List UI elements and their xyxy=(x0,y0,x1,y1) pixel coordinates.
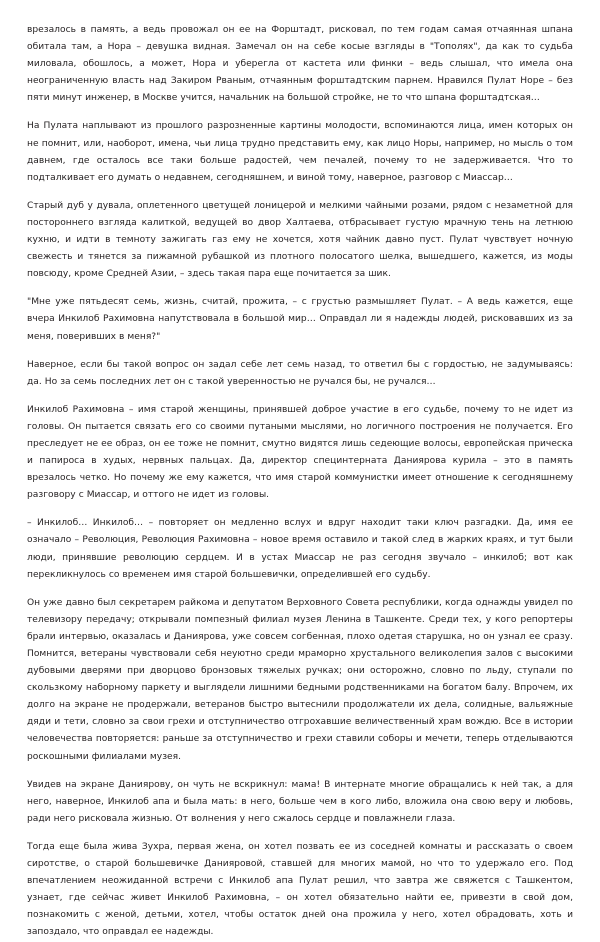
paragraph: "Мне уже пятьдесят семь, жизнь, считай, прожита, – с грустью размышляет Пулат. – А ведь кажется, еще вчера Инкилоб Рахимовна напутствовала в большой мир… Оправдал ли я надежды людей, рисковавших из за меня, поверивших в меня?" xyxy=(27,297,573,342)
paragraph: На Пулата наплывают из прошлого разрозненные картины молодости, вспоминаются лица, имен которых он не помнит, или, наоборот, имена, чьи лица трудно представить ему, как лицо Норы, например, но мысль о том давнем, где осталось все таки больше радостей, чем печалей, почему то не задерживается. Что то подталкивает его думать о недавнем, сегодняшнем, и виной тому, наверное, разговор с Миассар… xyxy=(27,121,573,183)
paragraph: Инкилоб Рахимовна – имя старой женщины, принявшей доброе участие в его судьбе, почему то не идет из головы. Он пытается связать его со своими путаными мыслями, но логичного построения не получается. Его преследует не ее образ, он ее тоже не помнит, смутно видятся лишь седеющие волосы, европейская прическа и папироса в худых, нервных пальцах. Да, директор специнтерната Даниярова курила – это в память врезалось четко. Но почему же ему кажется, что имя старой коммунистки имеет отношение к сегодняшнему разговору с Миассар, и оттого не идет из головы. xyxy=(27,404,573,501)
paragraph: врезалось в память, а ведь провожал он ее на Форштадт, рисковал, по тем годам самая отчаянная шпана обитала там, а Нора – девушка видная. Замечал он на себе косые взгляды в "Тополях", да как то судьба миловала, обошлось, а может, Нора и уберегла от кастета или финки – ведь слышал, что имела она неограниченную власть над Закиром Рваным, отчаянным форштадтским парнем. Нравился Пулат Норе – без пяти минут инженер, в Москве учится, начальник на большой стройке, не то что шпана форштадтская… xyxy=(27,25,573,104)
paragraph: Тогда еще была жива Зухра, первая жена, он хотел позвать ее из соседней комнаты и рассказать о своем сиротстве, о старой большевичке Данияровой, ставшей для многих мамой, но что то удержало его. Под впечатлением неожиданной встречи с Инкилоб апа Пулат решил, что завтра же свяжется с Ташкентом, узнает, где сейчас живет Инкилоб Рахимовна, – он хотел обязательно найти ее, привезти в свой дом, познакомить с женой, детьми, хотел, чтобы остаток дней она прожила у него, хотел обрадовать, хоть и запоздало, что оправдал ее надежды. xyxy=(27,841,573,938)
paragraph: – Инкилоб… Инкилоб… – повторяет он медленно вслух и вдруг находит таки ключ разгадки. Да, имя ее означало – Революция, Революция Рахимовна – новое время оставило и такой след в жарких краях, и тут были люди, принявшие революцию сердцем. И в устах Миассар не раз сегодня звучало – инкилоб; вот как перекликнулось со временем имя старой большевички, определившей его судьбу. xyxy=(27,518,573,580)
paragraph: Старый дуб у дувала, оплетенного цветущей лоницерой и мелкими чайными розами, рядом с незаметной для постороннего взгляда калиткой, ведущей во двор Халтаева, отбрасывает густую мрачную тень на летнюю кухню, и идти в темноту зажигать газ ему не хочется, хотя чайник давно пуст. Пулат чувствует ночную свежесть и тянется за пижамной рубашкой из плотного полосатого шелка, вышедшего, кажется, из моды повсюду, кроме Средней Азии, – здесь такая пара еще почитается за шик. xyxy=(27,200,573,280)
paragraph: Наверное, если бы такой вопрос он задал себе лет семь назад, то ответил бы с гордостью, не задумываясь: да. Но за семь последних лет он с такой уверенностью не ручался бы, не ручался… xyxy=(27,359,573,387)
document-text-body xyxy=(27,22,573,942)
paragraph: Он уже давно был секретарем райкома и депутатом Верховного Совета республики, когда однажды увидел по телевизору передачу; открывали помпезный филиал музея Ленина в Ташкенте. Среди тех, у кого репортеры брали интервью, оказалась и Даниярова, уже совсем согбенная, плохо одетая старушка, но он узнал ее сразу. Помнится, ветераны чувствовали себя неуютно среди мраморно хрустального великолепия залов с высокими дубовыми дверями при дворцово бронзовых тяжелых ручках; они осторожно, словно по льду, ступали по скользкому наборному паркету и выглядели лишними бедными родственниками на богатом балу. Впрочем, их долго на экране не продержали, ветеранов быстро вытеснили продолжатели их дела, солидные, вальяжные дяди и тети, словно за свои грехи и отступничество отгрохавшие величественный храм вождю. Все в истории человечества повторяется: раньше за отступничество и грехи ставили соборы и мечети, теперь отделываются роскошными филиалами музея. xyxy=(27,597,573,762)
paragraph: Увидев на экране Даниярову, он чуть не вскрикнул: мама! В интернате многие обращались к ней так, а для него, наверное, Инкилоб апа и была мать: в него, больше чем в кого либо, вложила она свою веру и любовь, ради него рисковала жизнью. От волнения у него сжалось сердце и повлажнели глаза. xyxy=(27,779,573,824)
